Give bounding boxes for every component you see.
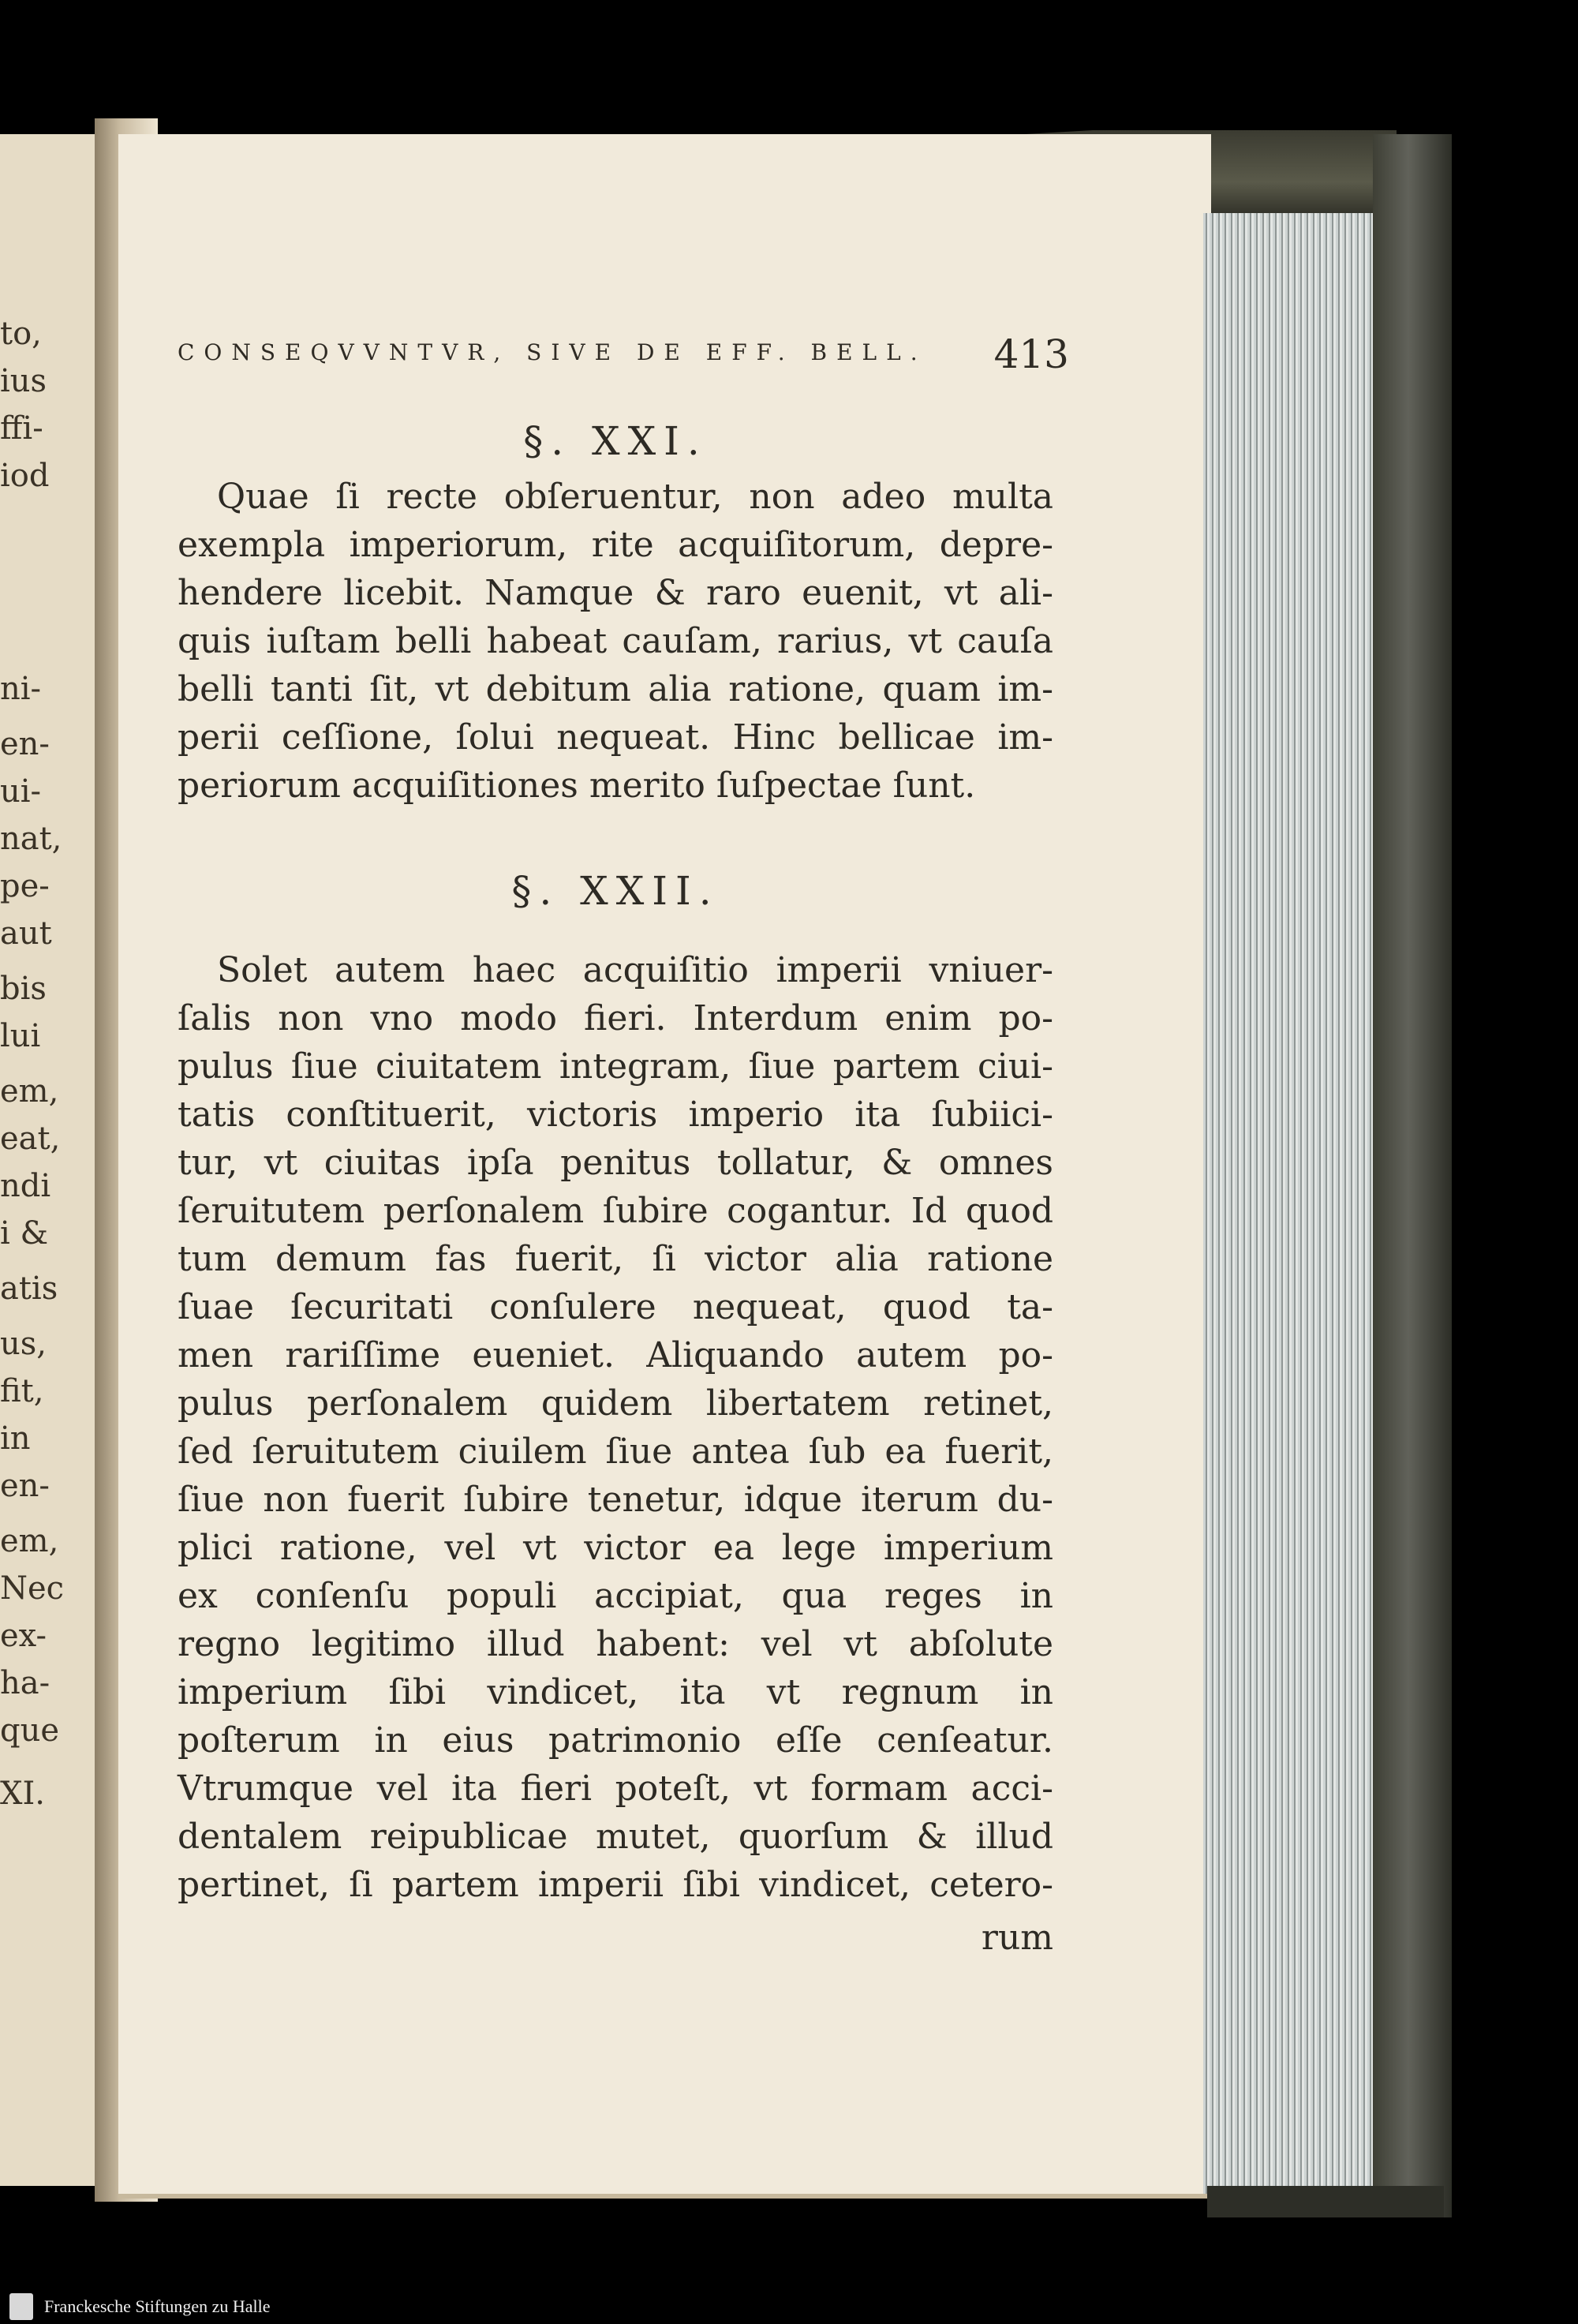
left-margin-fragment: ius xyxy=(0,363,47,399)
left-margin-fragment: Nec xyxy=(0,1570,65,1607)
running-header xyxy=(178,331,1069,377)
text-line: periorum acquiſitiones merito ſuſpectae ſunt. xyxy=(178,765,976,806)
institution-name: Franckesche Stiftungen zu Halle xyxy=(44,2296,271,2316)
section-heading-xxi: §. XXI. xyxy=(523,418,708,464)
text-line: belli tanti ſit, vt debitum alia ratione, quam im- xyxy=(178,669,1053,709)
section-heading-xxii: §. XXII. xyxy=(511,868,720,914)
left-margin-fragment: ni- xyxy=(0,671,42,707)
book-cover-bottom xyxy=(1207,2186,1444,2217)
text-line: ſeruitutem perſonalem ſubire cogantur. Id quod xyxy=(178,1191,1053,1231)
book-cover-right xyxy=(1373,134,1452,2217)
text-line: ex conſenſu populi accipiat, qua reges in xyxy=(178,1576,1053,1616)
text-line: regno legitimo illud habent: vel vt abſolute xyxy=(178,1624,1053,1664)
left-margin-fragment: atis xyxy=(0,1271,58,1307)
text-line: ſuae ſecuritati conſulere nequeat, quod ta- xyxy=(178,1287,1053,1327)
text-line: dentalem reipublicae mutet, quorſum & illud xyxy=(178,1817,1053,1857)
left-margin-fragment: em, xyxy=(0,1523,59,1559)
text-line: Quae ſi recte obſeruentur, non adeo multa xyxy=(217,477,1053,517)
text-line: ſiue non fuerit ſubire tenetur, idque iterum du- xyxy=(178,1480,1053,1520)
left-margin-fragment: fit, xyxy=(0,1373,44,1409)
left-margin-fragment: us, xyxy=(0,1326,47,1362)
left-margin-fragment: aut xyxy=(0,915,52,952)
text-line: ſalis non vno modo fieri. Interdum enim po- xyxy=(178,998,1053,1039)
text-line: ſed ſeruitutem ciuilem ſiue antea ſub ea fuerit, xyxy=(178,1431,1053,1472)
page-edges xyxy=(1203,213,1385,2194)
text-line: plici ratione, vel vt victor ea lege imperium xyxy=(178,1528,1053,1568)
text-line: tur, vt ciuitas ipſa penitus tollatur, & omnes xyxy=(178,1143,1053,1183)
left-margin-fragment: en- xyxy=(0,726,50,762)
text-line: pulus perſonalem quidem libertatem retinet, xyxy=(178,1383,1053,1424)
left-margin-fragment: que xyxy=(0,1712,60,1749)
text-line: Solet autem haec acquiſitio imperii vniuer- xyxy=(217,950,1053,990)
text-line: imperium ſibi vindicet, ita vt regnum in xyxy=(178,1672,1053,1712)
left-margin-fragment: nat, xyxy=(0,821,62,857)
left-margin-fragment: em, xyxy=(0,1073,59,1110)
text-line: perii ceſſione, ſolui nequeat. Hinc bellicae im- xyxy=(178,717,1053,758)
left-margin-fragment: en- xyxy=(0,1468,50,1504)
left-margin-fragment: ex- xyxy=(0,1618,47,1654)
left-margin-fragment: ndi xyxy=(0,1168,51,1204)
left-margin-fragment: i & xyxy=(0,1215,49,1252)
text-line: pulus ſiue ciuitatem integram, ſiue partem ciui- xyxy=(178,1046,1053,1087)
footer-bar xyxy=(0,2288,1578,2324)
text-line: tum demum fas fuerit, ſi victor alia ratione xyxy=(178,1239,1053,1279)
running-title: CONSEQVVNTVR, SIVE DE EFF. BELL. xyxy=(178,339,927,365)
left-margin-fragment: XI. xyxy=(0,1776,45,1812)
text-line: tatis conſtituerit, victoris imperio ita ſubiici- xyxy=(178,1095,1053,1135)
left-margin-fragment: pe- xyxy=(0,868,50,904)
text-line: exempla imperiorum, rite acquiſitorum, depre- xyxy=(178,525,1053,565)
page-number: 413 xyxy=(993,331,1069,377)
left-margin-fragment: ha- xyxy=(0,1665,50,1701)
left-margin-fragment: in xyxy=(0,1420,31,1457)
institution-logo-icon xyxy=(9,2293,33,2320)
text-line: poſterum in eius patrimonio eſſe cenſeatur. xyxy=(178,1720,1053,1761)
text-line: quis iuſtam belli habeat cauſam, rarius, vt cauſa xyxy=(178,621,1053,661)
text-line: Vtrumque vel ita fieri poteſt, vt formam acci- xyxy=(178,1768,1053,1809)
left-margin-fragment: ui- xyxy=(0,773,42,810)
left-margin-fragment: ffi- xyxy=(0,410,43,447)
text-line: men rariſſime eueniet. Aliquando autem po- xyxy=(178,1335,1053,1375)
left-margin-fragment: to, xyxy=(0,316,42,352)
left-margin-fragment: lui xyxy=(0,1018,41,1054)
left-margin-fragment: bis xyxy=(0,971,47,1007)
catchword: rum xyxy=(981,1918,1053,1958)
left-margin-fragment: iod xyxy=(0,458,50,494)
text-line: hendere licebit. Namque & raro euenit, vt ali- xyxy=(178,573,1053,613)
text-line: pertinet, ſi partem imperii ſibi vindicet, cetero- xyxy=(178,1865,1053,1905)
left-margin-fragment: eat, xyxy=(0,1121,61,1157)
